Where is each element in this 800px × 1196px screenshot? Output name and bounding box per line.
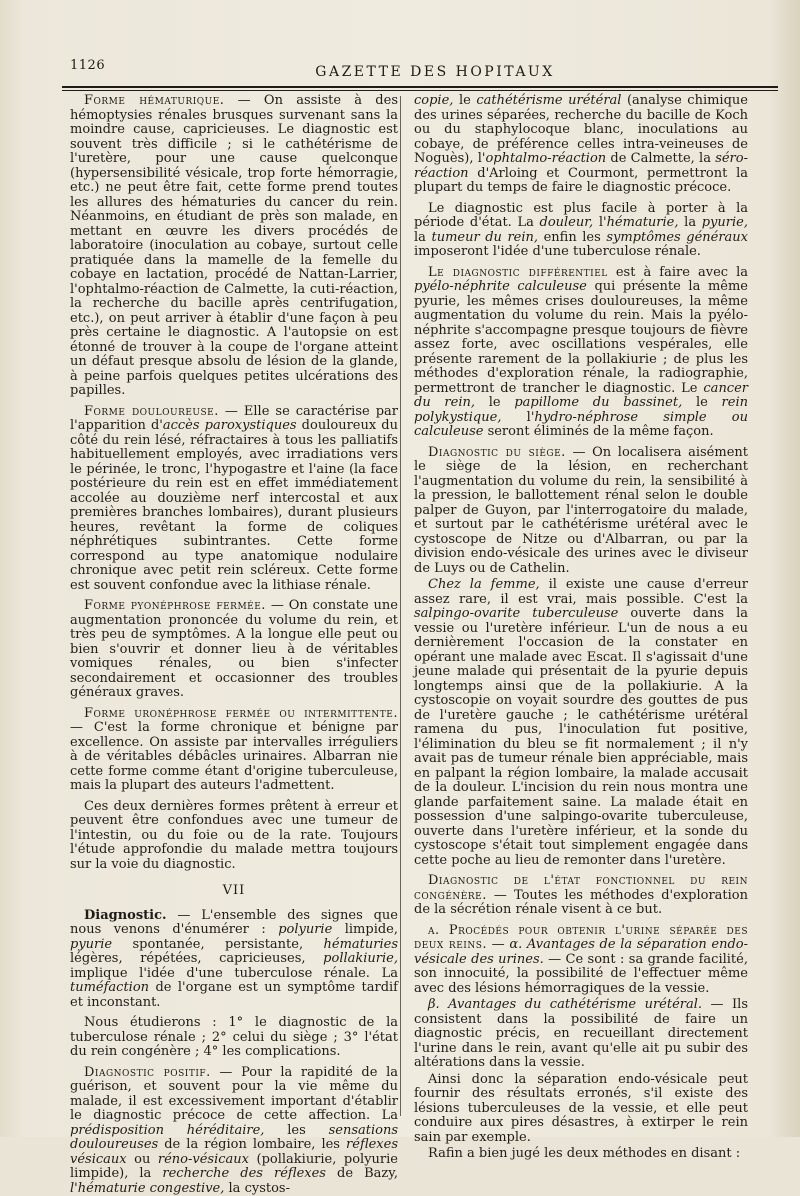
paragraph-text: — On assiste à des hémoptysies rénales brusques survenant sans la moindre cause, capricieuses. Le diagnostic est souvent très difficile ; si le cathétérisme de l'uretère, pour une cause quelconque (hypersensibilité vésicale, trop forte hémorragie, etc.) ne peut être fait, cette forme prend toutes les allures des hématuries du cancer du rein. Néanmoins, en étudiant de près son malade, en mettant en œuvre les divers procédés de laboratoire (inoculation au cobaye, surtout celle pratiquée dans la mamelle de la femelle du cobaye en lactation, procédé de Nattan-Larrier, l'ophtalmo-réaction de Calmette, la cuti-réaction, la recherche du bacille après centrifugation, etc.), on peut arriver à établir d'une façon à peu près certaine le diagnostic. A l'autopsie on est étonné de trouver à la coupe de l'organe atteint un défaut presque absolu de lésion de la glande, à peine parfois quelques petites ulcérations des papilles. xyxy=(70,93,398,398)
paragraph-text: — C'est la forme chronique et bénigne par excellence. On assiste par intervalles irréguliers à de véritables débâcles urinaires. Albarran nie cette forme comme étant d'origine tuberculeuse, mais la plupart des auteurs l'admettent. xyxy=(70,720,398,793)
text-run: de Calmette, la xyxy=(606,151,715,166)
text-run: enfin les xyxy=(538,230,606,245)
paragraph-deux-dernieres-formes: Ces deux dernières formes prêtent à erreur et peuvent être confondues avec une tumeur de l'intestin, ou du foie ou de la rate. Toujours l'étude approfondie du malade mettra toujours sur la voie du diagnostic. xyxy=(70,800,398,873)
text-run: de Bazy, xyxy=(326,1166,398,1181)
run-in-heading: Forme douloureuse. xyxy=(84,404,219,419)
run-in-heading: Forme pyonéphrose fermée. xyxy=(84,598,266,613)
italic-run: sensations douloureuses xyxy=(70,1123,398,1153)
italic-run: pyurie, xyxy=(702,215,748,230)
paragraph-procedes-urine-separee xyxy=(414,924,748,997)
text-run: — Ils consistent dans la possibilité de faire un diagnostic précis, en recueillant directement l'urine dans le rein, avant qu'elle ait pu subir des altérations dans la vessie. xyxy=(414,997,748,1070)
run-in-heading: Forme uronéphrose fermée ou intermittente. xyxy=(84,706,398,721)
italic-run: polyurie xyxy=(278,922,332,937)
text-run: ou xyxy=(127,1152,158,1167)
paragraph-chez-la-femme xyxy=(414,578,748,868)
text-run: — Pour la rapidité de la guérison, et souvent pour la vie même du malade, il est excessivement important d'établir le diagnostic précoce de cette affection. La xyxy=(70,1065,398,1124)
italic-run: pollakiurie, xyxy=(323,951,398,966)
text-run: la xyxy=(414,230,431,245)
run-in-heading: Le diagnostic différentiel xyxy=(428,265,608,280)
run-in-heading: Diagnostic positif. xyxy=(84,1065,211,1080)
text-run: la cystos- xyxy=(224,1181,290,1196)
run-in-heading: Diagnostic de l'état fonctionnel du rein congénère. xyxy=(414,873,748,903)
paragraph-forme-pyonephrose xyxy=(70,599,398,701)
paragraph-diagnostic-siege xyxy=(414,446,748,577)
text-run: qui présente la même pyurie, les mêmes crises douloureuses, la même augmentation du volume du rein. Mais la pyélo-néphrite s'accompagne presque toujours de fièvre assez forte, avec oscillations vespérales, elle présente rarement de la pollakiurie ; de plus les méthodes d'exploration rénale, la radiographie, permettront de trancher le diagnostic. Le xyxy=(414,279,748,396)
italic-run: hématuries xyxy=(324,937,398,952)
paragraph-forme-uronephrose xyxy=(70,707,398,794)
paragraph-diagnostic-differentiel xyxy=(414,266,748,440)
italic-run: douleur, xyxy=(540,215,594,230)
text-run: l' xyxy=(501,410,534,425)
journal-title: GAZETTE DES HOPITAUX xyxy=(200,64,670,80)
page-number: 1126 xyxy=(70,58,105,73)
text-run: seront éliminés de la même façon. xyxy=(483,424,713,439)
text-run: de l'organe est un symptôme tardif et inconstant. xyxy=(70,980,398,1010)
text-run: — L'ensemble des signes que nous venons d'énumérer : xyxy=(70,908,398,938)
paragraph-periode-etat xyxy=(414,202,748,260)
italic-run: α. Avantages de la séparation endo-vésicale des urines. xyxy=(414,937,748,967)
italic-run: pyurie xyxy=(70,937,112,952)
text-run: les xyxy=(264,1123,328,1138)
text-run: est à faire avec la xyxy=(608,265,748,280)
text-run: ouverte dans la vessie ou l'uretère inférieur. L'un de nous a eu dernièrement l'occasion de la constater en opérant une malade avec Escat. Il s'agissait d'une jeune malade qui présentait de la pyurie depuis longtemps ainsi que de la pollakiurie. A la cystoscopie on voyait sourdre des gouttes de pus de l'uretère gauche ; le cathétérisme urétéral ramena du pus, l'inoculation fut positive, l'élimination du bleu se fit normalement ; il n'y avait pas de tumeur rénale bien appréciable, mais en palpant la région lombaire, la malade accusait de la douleur. L'incision du rein nous montra une glande parfaitement saine. La malade était en possession d'une salpingo-ovarite tuberculeuse, ouverte dans l'uretère inférieur, et la sonde du cystoscope s'était tout simplement engagée dans cette poche au lieu de remonter dans l'uretère. xyxy=(414,606,748,868)
italic-run: salpingo-ovarite tuberculeuse xyxy=(414,606,618,621)
italic-run: rein polykystique, xyxy=(414,395,748,425)
italic-run: papillome du bassinet, xyxy=(514,395,682,410)
paragraph-ainsi-donc: Ainsi donc la séparation endo-vésicale peut fournir des résultats erronés, s'il existe des lésions tuberculeuses de la vessie, et elle peut conduire aux pires désastres, à extirper le rein sain par exemple. xyxy=(414,1073,748,1146)
paragraph-text: — On constate une augmentation prononcée du volume du rein, et très peu de symptômes. A la longue elle peut ou bien s'ouvrir et donner lieu à de véritables vomiques rénales, ou bien s'infecter secondairement et occasionner des troubles généraux graves. xyxy=(70,598,398,700)
text-run: le xyxy=(453,93,476,108)
italic-run: prédisposition héréditaire, xyxy=(70,1123,264,1138)
paragraph-forme-hematurique xyxy=(70,94,398,399)
run-in-heading: Forme hématurique. xyxy=(84,93,224,108)
text-run: le xyxy=(682,395,721,410)
column-divider xyxy=(400,96,401,1116)
italic-run: copie, xyxy=(414,93,453,108)
italic-run: séro-réaction xyxy=(414,151,748,181)
paragraph-diagnostic-positif xyxy=(70,1066,398,1196)
text-run: l' xyxy=(593,215,606,230)
header-rule-thick xyxy=(62,86,778,88)
run-in-heading: a. Procédés pour obtenir l'urine séparée des deux reins. xyxy=(414,923,748,953)
italic-run: tuméfaction xyxy=(70,980,149,995)
italic-run: ophtalmo-réaction xyxy=(485,151,606,166)
paragraph-forme-douloureuse xyxy=(70,405,398,594)
paragraph-avantages-catheterisme xyxy=(414,998,748,1071)
italic-run: recherche des réflexes xyxy=(162,1166,326,1181)
text-run: légères, répétées, capricieuses, xyxy=(70,951,323,966)
paragraph-text: — On localisera aisément le siège de la lésion, en recherchant l'augmentation du volume du rein, la sensibilité à la pression, le ballottement rénal selon le double palper de Guyon, par l'interrogatoire du malade, et surtout par le cathétérisme urétéral avec le cystoscope de Nitze ou d'Albarran, ou par la division endo-vésicale des urines avec le diviseur de Luys ou de Cathelin. xyxy=(414,445,748,576)
text-run: il existe une cause d'erreur assez rare, il est vrai, mais possible. C'est la xyxy=(414,577,748,607)
run-in-heading: Diagnostic du siège. xyxy=(428,445,566,460)
italic-run: cathétérisme urétéral xyxy=(476,93,621,108)
text-run: — Elle se caractérise par l'apparition d' xyxy=(70,404,398,434)
left-column xyxy=(70,94,398,1124)
paragraph-etat-fonctionnel xyxy=(414,874,748,918)
text-run: la xyxy=(679,215,702,230)
italic-run: cancer du rein, xyxy=(414,381,748,411)
italic-run: pyélo-néphrite calculeuse xyxy=(414,279,587,294)
text-run: — Ce sont : sa grande facilité, son innocuité, la possibilité de l'effectuer même avec des lésions hémorragiques de la vessie. xyxy=(414,952,748,996)
text-run: implique l'idée d'une tuberculose rénale. La xyxy=(70,966,398,981)
paragraph-diagnostic xyxy=(70,909,398,1011)
right-column xyxy=(414,94,748,1124)
section-heading: VII xyxy=(70,884,398,899)
italic-run: l'hématurie congestive, xyxy=(70,1181,224,1196)
italic-run: accès paroxystiques xyxy=(163,418,297,433)
text-run: (pollakiurie, polyurie limpide), la xyxy=(70,1152,398,1182)
run-in-heading: Diagnostic. xyxy=(84,908,167,923)
paragraph-cystoscopie-continued xyxy=(414,94,748,196)
text-run: (analyse chimique des urines séparées, recherche du bacille de Koch ou du staphylocoque blanc, inoculations au cobaye, de préférence celles intra-veineuses de Noguès), l' xyxy=(414,93,748,166)
italic-run: tumeur du rein, xyxy=(431,230,538,245)
text-run: de la région lombaire, les xyxy=(158,1137,346,1152)
italic-run: réno-vésicaux xyxy=(158,1152,249,1167)
text-run: imposeront l'idée d'une tuberculose rénale. xyxy=(414,244,701,259)
paragraph-text: — Toutes les méthodes d'exploration de la sécrétion rénale visent à ce but. xyxy=(414,888,748,918)
italic-run: hydro-néphrose simple ou calculeuse xyxy=(414,410,748,440)
italic-run: β. Avantages du cathétérisme urétéral. xyxy=(428,997,702,1012)
header-rule-thin xyxy=(62,90,778,91)
text-run: d'Arloing et Courmont, permettront la plupart du temps de faire le diagnostic précoce. xyxy=(414,166,748,196)
paragraph-rafin: Rafin a bien jugé les deux méthodes en disant : xyxy=(414,1147,748,1162)
text-run: le xyxy=(475,395,514,410)
text-run: — xyxy=(487,937,509,952)
italic-run: symptômes généraux xyxy=(606,230,748,245)
text-run: limpide, xyxy=(332,922,398,937)
italic-run: réflexes vésicaux xyxy=(70,1137,398,1167)
text-run: Le diagnostic est plus facile à porter à la période d'état. La xyxy=(414,201,748,231)
text-run: spontanée, persistante, xyxy=(112,937,323,952)
paragraph-nous-etudierons: Nous étudierons : 1° le diagnostic de la tuberculose rénale ; 2° celui du siège ; 3° l'état du rein congénère ; 4° les complications. xyxy=(70,1016,398,1060)
italic-run: hématurie, xyxy=(607,215,679,230)
italic-run: Chez la femme, xyxy=(428,577,540,592)
text-run: douloureux du côté du rein lésé, réfractaires à tous les palliatifs habituellement employés, avec irradiations vers le périnée, le tronc, l'hypogastre et l'aine (la face postérieure du rein est en effet immédiatement accolée au douzième nerf intercostal et aux premières branches lombaires), durant plusieurs heures, revêtant la forme de coliques néphrétiques subintrantes. Cette forme correspond au type anatomique nodulaire chronique avec petit rein scléreux. Cette forme est souvent confondue avec la lithiase rénale. xyxy=(70,418,398,593)
